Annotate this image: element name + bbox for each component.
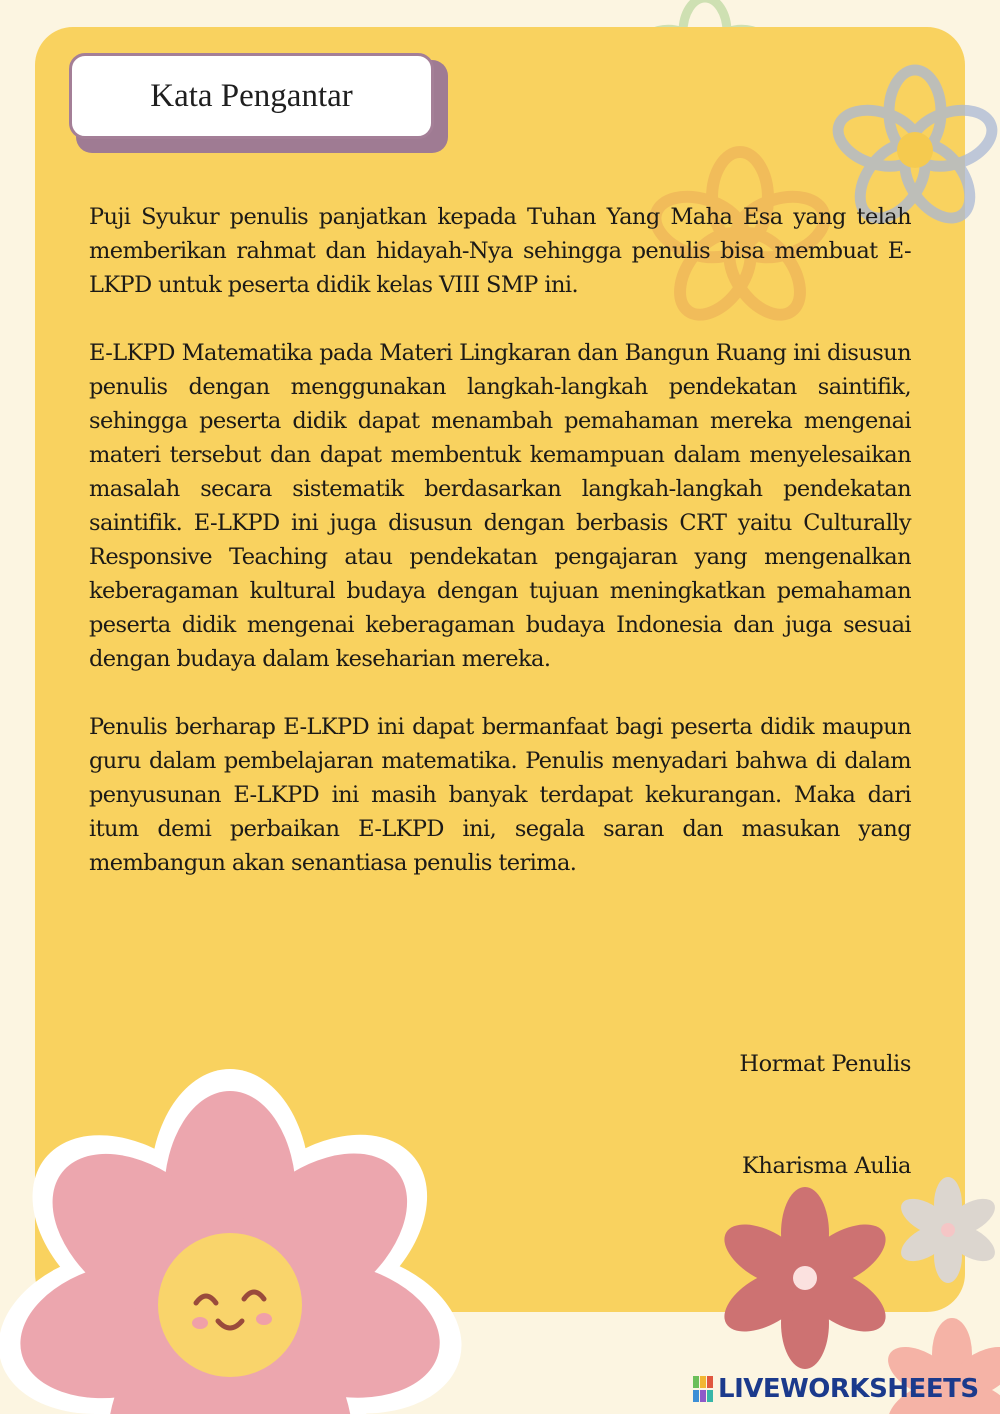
grey-flower-icon bbox=[895, 1177, 1000, 1283]
watermark-text: LIVEWORKSHEETS bbox=[718, 1374, 979, 1404]
paragraph-2: E-LKPD Matematika pada Materi Lingkaran dan Bangun Ruang ini disusun penulis dengan menggunakan langkah-langkah pendekatan saintifik, sehingga peserta didik dapat menambah pemahaman mereka mengenai materi tersebut dan dapat membentuk kemampuan dalam menyelesaikan masalah secara sistematik berdasarkan langkah-langkah pendekatan saintifik. E-LKPD ini juga disusun dengan berbasis CRT yaitu Culturally Responsive Teaching atau pendekatan pengajaran yang mengenalkan keberagaman kultural budaya dengan tujuan meningkatkan pemahaman peserta didik mengenai keberagaman budaya Indonesia dan juga sesuai dengan budaya dalam keseharian mereka. bbox=[89, 340, 911, 672]
liveworksheets-logo-icon bbox=[693, 1376, 715, 1402]
closing-line: Hormat Penulis bbox=[739, 1051, 911, 1077]
rose-flower-icon bbox=[714, 1187, 896, 1369]
watermark[interactable] bbox=[693, 1374, 979, 1404]
title-box bbox=[69, 53, 434, 139]
page-title: Kata Pengantar bbox=[150, 77, 353, 114]
smiling-flower-icon bbox=[0, 1069, 478, 1414]
paragraph-3: Penulis berharap E-LKPD ini dapat bermanfaat bagi peserta didik maupun guru dalam pembelajaran matematika. Penulis menyadari bahwa di dalam penyusunan E-LKPD ini masih banyak terdapat kekurangan. Maka dari itum demi perbaikan E-LKPD ini, segala saran dan masukan yang membangun akan senantiasa penulis terima. bbox=[89, 714, 911, 876]
foreword-body bbox=[89, 200, 911, 914]
author-name: Kharisma Aulia bbox=[741, 1153, 911, 1179]
paragraph-1: Puji Syukur penulis panjatkan kepada Tuhan Yang Maha Esa yang telah memberikan rahmat dan hidayah-Nya sehingga penulis bisa membuat E-LKPD untuk peserta didik kelas VIII SMP ini. bbox=[89, 204, 911, 298]
